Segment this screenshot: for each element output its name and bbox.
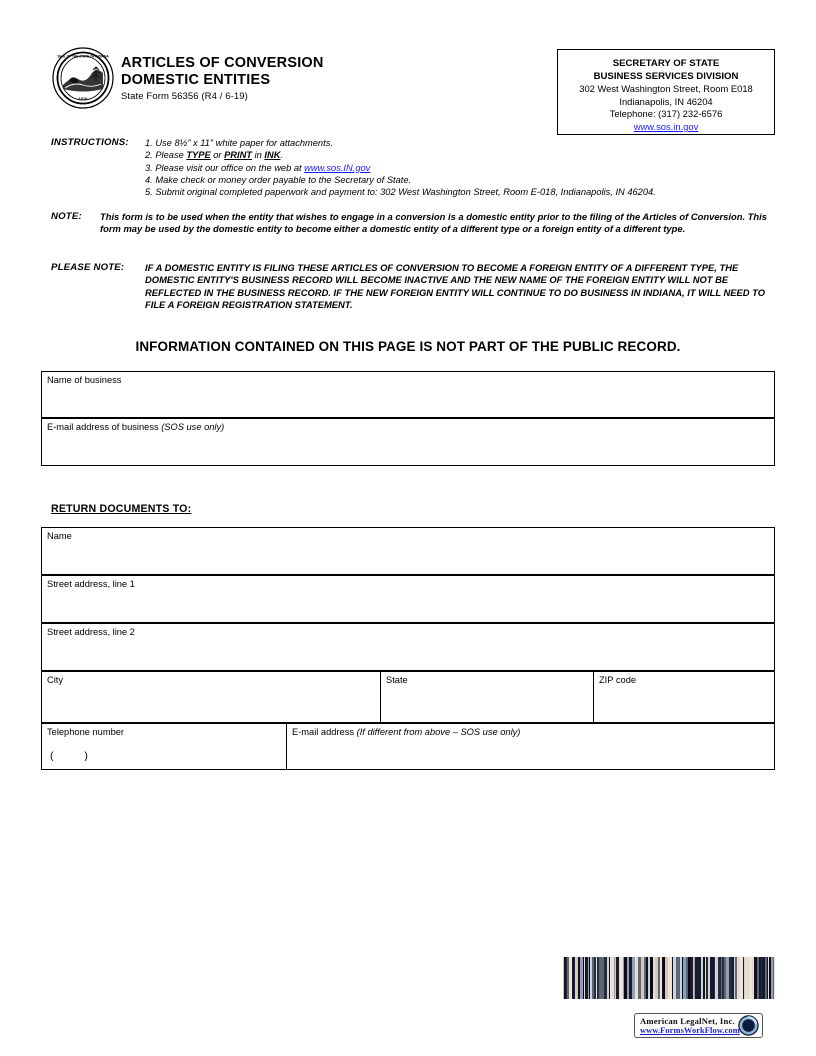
return-state-field[interactable] [380,671,594,723]
indiana-state-seal-icon [52,47,114,109]
name-of-business-field[interactable] [41,371,775,418]
agency-telephone: Telephone: (317) 232-6576 [609,108,723,120]
return-state-label: State [386,675,408,685]
svg-text:SEAL OF THE STATE OF INDIANA: SEAL OF THE STATE OF INDIANA [57,54,109,59]
instruction-item-5: 5. Submit original completed paperwork and payment to: 302 West Washington Street, Room E-018, Indianapolis, IN 46204. [145,187,656,198]
return-street2-label: Street address, line 2 [47,627,135,637]
return-zip-field[interactable] [593,671,775,723]
agency-name: SECRETARY OF STATE [612,58,720,69]
legalnet-website-link[interactable]: www.FormsWorkFlow.com [640,1026,740,1035]
agency-street: 302 West Washington Street, Room E018 [579,83,753,95]
barcode [563,957,775,999]
print-emphasis: PRINT [224,150,252,161]
agency-website-link[interactable]: www.sos.in.gov [633,120,699,132]
legalnet-company-name: American LegalNet, Inc. [640,1016,735,1026]
sos-website-link[interactable]: www.sos.IN.gov [304,162,371,173]
please-note-label: PLEASE NOTE: [51,262,125,273]
return-telephone-label: Telephone number [47,727,125,737]
return-city-label: City [47,675,64,685]
instruction-item-4: 4. Make check or money order payable to the Secretary of State. [145,174,412,185]
return-street1-field[interactable] [41,575,775,623]
email-of-business-label: E-mail address of business (SOS use only) [47,422,225,432]
agency-division: BUSINESS SERVICES DIVISION [593,70,739,82]
return-email-label: E-mail address (If different from above – SOS use only) [292,727,521,737]
american-legalnet-logo [634,1013,763,1038]
telephone-area-code-parens: ( ) [50,750,102,762]
instruction-item-1: 1. Use 8½” x 11” white paper for attachments. [145,138,333,148]
public-record-heading: INFORMATION CONTAINED ON THIS PAGE IS NOT PART OF THE PUBLIC RECORD. [135,339,681,354]
return-email-field[interactable] [286,723,775,770]
instructions-list [145,137,785,198]
agency-address-box [557,49,775,135]
return-telephone-field[interactable] [41,723,287,770]
name-of-business-label: Name of business [47,375,122,385]
note-label: NOTE: [51,211,82,222]
return-street1-label: Street address, line 1 [47,579,135,589]
swirl-orb-icon [738,1015,759,1036]
instructions-label: INSTRUCTIONS: [51,137,129,148]
return-documents-title: RETURN DOCUMENTS TO: [51,503,192,515]
note-text: This form is to be used when the entity that wishes to engage in a conversion is a domestic entity prior to the filing of the Articles of Conversion. This form may be used by the domestic entity to become either a domestic entity of a different type or a foreign entity of a different type. [100,211,767,235]
svg-text:1816: 1816 [78,96,88,101]
please-note-text: IF A DOMESTIC ENTITY IS FILING THESE ARTICLES OF CONVERSION TO BECOME A FOREIGN ENTITY OF A DIFFERENT TYPE, THE DOMESTIC ENTITY'S BUSINESS RECORD WILL BECOME INACTIVE AND THE NEW NAME OF THE FOREIGN ENTITY WILL NOT BE REFLECTED IN THE BUSINESS RECORD. IF THE NEW FOREIGN ENTITY WILL CONTINUE TO DO BUSINESS IN INDIANA, IT WILL NEED TO FILE A FOREIGN REGISTRATION STATEMENT. [145,262,765,310]
return-name-field[interactable] [41,527,775,575]
ink-emphasis: INK [264,150,281,161]
page-title-line2: DOMESTIC ENTITIES [121,71,271,88]
return-city-field[interactable] [41,671,381,723]
return-zip-label: ZIP code [599,675,637,685]
agency-city-state-zip: Indianapolis, IN 46204 [619,95,713,107]
instruction-item-2: 2. Please TYPE or PRINT in INK. [145,150,284,161]
return-street2-field[interactable] [41,623,775,671]
form-title-block [121,55,324,102]
return-name-label: Name [47,531,72,541]
page-title-line1: ARTICLES OF CONVERSION [121,55,324,71]
instruction-item-3: 3. Please visit our office on the web at www.sos.IN.gov [145,162,371,173]
email-of-business-field[interactable] [41,418,775,466]
form-number: State Form 56356 (R4 / 6-19) [121,91,248,102]
type-emphasis: TYPE [186,150,211,161]
